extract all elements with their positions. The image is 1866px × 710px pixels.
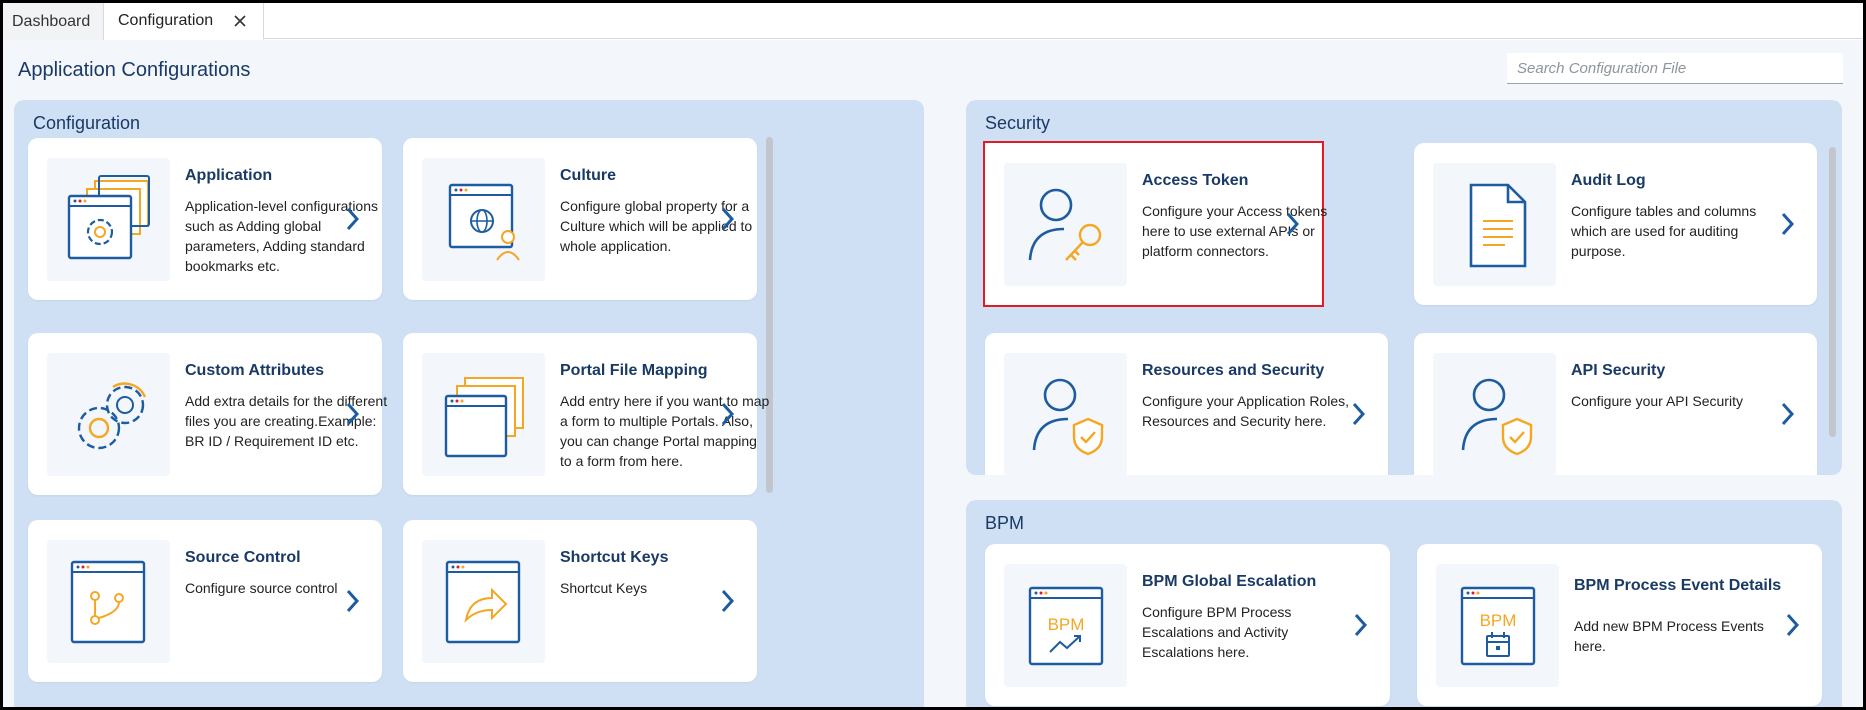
card-title: API Security <box>1571 362 1666 379</box>
card-title: Culture <box>560 167 616 184</box>
gears-icon <box>47 353 170 476</box>
bpm-section <box>966 500 1842 707</box>
icon-tile <box>1433 163 1556 286</box>
icon-tile <box>422 540 545 663</box>
chevron-right-icon[interactable] <box>1781 402 1795 426</box>
window-share-arrow-icon <box>422 540 545 663</box>
chevron-right-icon[interactable] <box>721 589 735 613</box>
card-description: Shortcut Keys <box>560 580 648 596</box>
culture-card[interactable] <box>403 138 757 300</box>
card-title: Shortcut Keys <box>560 549 669 566</box>
card-description: Configure global property for a Culture which will be applied to whole application. <box>560 198 753 254</box>
scrollbar[interactable] <box>1829 147 1836 437</box>
security-section <box>966 100 1842 475</box>
user-key-icon <box>1004 163 1127 286</box>
card-description: Application-level configurations such as Adding global parameters, Adding standard bookmarks etc. <box>185 198 378 274</box>
page-title: Application Configurations <box>18 59 251 81</box>
icon-tile <box>1433 353 1556 475</box>
chevron-right-icon[interactable] <box>346 402 360 426</box>
card-description: Configure BPM Process Escalations and Activity Escalations here. <box>1142 604 1292 660</box>
icon-tile <box>422 158 545 281</box>
chevron-right-icon[interactable] <box>721 402 735 426</box>
user-shield-icon <box>1004 353 1127 475</box>
icon-tile <box>47 540 170 663</box>
window-globe-user-icon <box>422 158 545 281</box>
bpm-icon-text: BPM <box>1047 615 1085 634</box>
bpm-window-calendar-icon <box>1436 564 1559 687</box>
card-description: Configure source control <box>185 580 338 596</box>
icon-tile <box>1004 564 1127 687</box>
card-description: Add entry here if you want to map a form to multiple Portals. Also, you can change Portal mapping to a form from here. <box>560 393 770 469</box>
custom-attributes-card[interactable] <box>28 333 388 495</box>
chevron-right-icon[interactable] <box>1781 212 1795 236</box>
icon-tile <box>1004 163 1127 286</box>
card-description: Add new BPM Process Events here. <box>1574 618 1764 654</box>
icon-tile <box>422 353 545 476</box>
audit-log-card[interactable] <box>1414 143 1817 305</box>
tab-bar <box>3 3 1863 39</box>
bpm-global-escalation-card[interactable] <box>985 544 1390 706</box>
icon-tile <box>1004 353 1127 475</box>
card-description: Configure your Application Roles, Resources and Security here. <box>1142 393 1350 429</box>
section-title: Configuration <box>33 113 141 133</box>
resources-and-security-card[interactable] <box>985 333 1388 475</box>
card-title: Access Token <box>1142 172 1249 189</box>
close-icon[interactable] <box>232 13 248 29</box>
tab-dashboard[interactable] <box>3 3 104 40</box>
document-icon <box>1433 163 1556 286</box>
card-title: Resources and Security <box>1142 362 1325 379</box>
card-title: BPM Process Event Details <box>1574 577 1782 594</box>
section-title: BPM <box>985 513 1025 533</box>
stacked-windows-gear-icon <box>47 158 170 281</box>
chevron-right-icon[interactable] <box>346 589 360 613</box>
icon-tile <box>47 158 170 281</box>
card-title: Custom Attributes <box>185 362 324 379</box>
tab-dashboard-label: Dashboard <box>12 12 91 30</box>
card-title: BPM Global Escalation <box>1142 573 1317 590</box>
chevron-right-icon[interactable] <box>1352 402 1366 426</box>
configuration-section <box>14 100 924 707</box>
bpm-icon-text: BPM <box>1479 611 1517 630</box>
card-title: Source Control <box>185 549 301 566</box>
section-title: Security <box>985 113 1051 133</box>
chevron-right-icon[interactable] <box>1354 613 1368 637</box>
icon-tile <box>1436 564 1559 687</box>
card-description: Add extra details for the different files you are creating.Example: BR ID / Requirement ID etc. <box>185 393 388 449</box>
icon-tile <box>47 353 170 476</box>
card-description: Configure your Access tokens here to use external APIs or platform connectors. <box>1142 203 1328 259</box>
card-title: Application <box>185 167 273 184</box>
stacked-windows-icon <box>422 353 545 476</box>
portal-file-mapping-card[interactable] <box>403 333 770 495</box>
search-input[interactable] <box>1507 53 1843 84</box>
user-shield-icon <box>1433 353 1556 475</box>
shortcut-keys-card[interactable] <box>403 520 757 682</box>
tab-configuration[interactable] <box>104 3 264 40</box>
card-description: Configure tables and columns which are used for auditing purpose. <box>1571 203 1757 259</box>
card-title: Audit Log <box>1571 172 1646 189</box>
window-branch-icon <box>47 540 170 663</box>
card-description: Configure your API Security <box>1571 393 1743 409</box>
tab-configuration-label: Configuration <box>118 12 214 29</box>
chevron-right-icon[interactable] <box>721 207 735 231</box>
chevron-right-icon[interactable] <box>1786 613 1800 637</box>
bpm-process-event-details-card[interactable] <box>1417 544 1822 706</box>
bpm-window-trend-icon <box>1004 564 1127 687</box>
card-title: Portal File Mapping <box>560 362 708 379</box>
application-card[interactable] <box>28 138 382 300</box>
source-control-card[interactable] <box>28 520 382 682</box>
app-frame <box>3 3 1863 707</box>
chevron-right-icon[interactable] <box>1286 212 1300 236</box>
chevron-right-icon[interactable] <box>346 207 360 231</box>
api-security-card[interactable] <box>1414 333 1817 475</box>
access-token-card[interactable] <box>985 143 1328 305</box>
